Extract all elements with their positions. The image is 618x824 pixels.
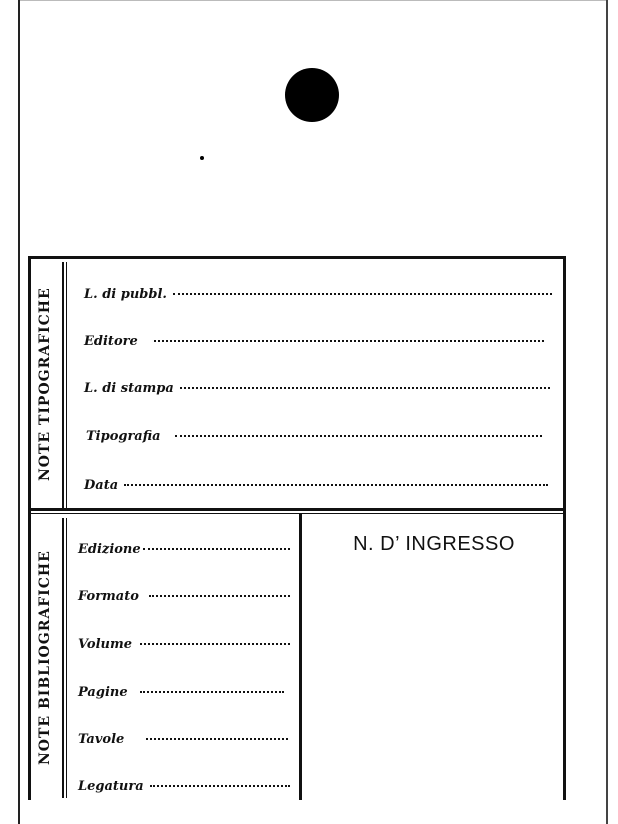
field-label: Data — [84, 478, 119, 493]
field-tipografia[interactable] — [86, 429, 542, 444]
tipografiche-title: NOTE TIPOGRAFICHE — [37, 287, 53, 481]
ink-speck — [200, 156, 204, 160]
field-editore[interactable] — [84, 334, 544, 349]
field-label: Pagine — [78, 685, 128, 700]
dotted-line — [124, 484, 548, 486]
tipografiche-rule-thick — [62, 262, 64, 508]
dotted-line — [154, 340, 544, 342]
card-top-edge — [20, 0, 606, 1]
field-edizione[interactable] — [78, 542, 290, 557]
field-luogo-pubblicazione[interactable] — [84, 287, 552, 302]
field-pagine[interactable] — [78, 685, 284, 700]
numero-ingresso-label: N. D’ INGRESSO — [353, 533, 515, 555]
field-label: Volume — [78, 637, 132, 652]
dotted-line — [143, 548, 290, 550]
dotted-line — [146, 738, 288, 740]
ingresso-divider — [299, 514, 302, 800]
bibliografiche-rule-thick — [62, 518, 64, 798]
field-label: Formato — [78, 589, 139, 604]
dotted-line — [140, 643, 290, 645]
dotted-line — [180, 387, 550, 389]
card-right-edge — [606, 0, 608, 824]
card-left-edge — [18, 0, 20, 824]
field-label: Legatura — [78, 779, 144, 794]
bibliografiche-rule-thin — [66, 518, 67, 798]
field-volume[interactable] — [78, 637, 290, 652]
field-label: L. di stampa — [84, 381, 174, 396]
field-legatura[interactable] — [78, 779, 290, 794]
field-label: L. di pubbl. — [84, 287, 167, 302]
field-label: Tipografia — [86, 429, 161, 444]
dotted-line — [149, 595, 290, 597]
field-formato[interactable] — [78, 589, 290, 604]
dotted-line — [173, 293, 552, 295]
dotted-line — [150, 785, 290, 787]
section-divider-thick — [31, 508, 563, 511]
field-data[interactable] — [84, 478, 548, 493]
dotted-line — [140, 691, 284, 693]
punch-hole — [285, 68, 339, 122]
dotted-line — [175, 435, 542, 437]
tipografiche-rule-thin — [66, 262, 67, 508]
section-divider-thin — [31, 513, 563, 514]
field-luogo-stampa[interactable] — [84, 381, 550, 396]
bibliografiche-title: NOTE BIBLIOGRAFICHE — [37, 550, 53, 766]
field-tavole[interactable] — [78, 732, 288, 747]
field-label: Editore — [84, 334, 138, 349]
field-label: Edizione — [78, 542, 141, 557]
field-label: Tavole — [78, 732, 125, 747]
